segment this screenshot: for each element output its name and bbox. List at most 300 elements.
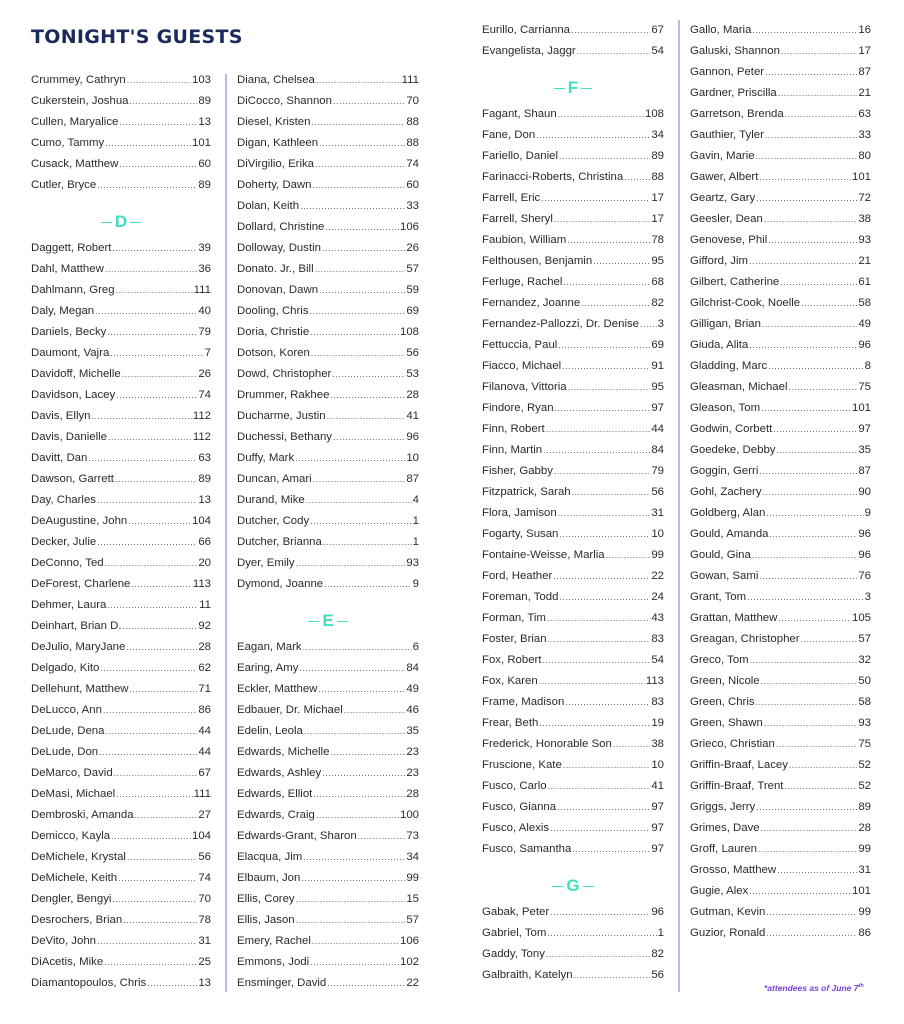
footnote-suffix: th — [858, 983, 864, 990]
page-number: 6 — [412, 641, 419, 653]
guest-name: Emery, Rachel — [237, 935, 311, 947]
guest-name: Dengler, Bengyi — [31, 893, 112, 905]
dot-leader — [765, 125, 857, 146]
guest-name: Farrell, Sheryl — [482, 213, 553, 225]
guest-name: Deinhart, Brian D. — [31, 620, 122, 632]
guest-entry — [482, 293, 664, 314]
guest-name: Edwards, Ashley — [237, 767, 322, 779]
dot-leader — [316, 70, 401, 91]
guest-entry — [31, 742, 211, 763]
page-number: 96 — [858, 339, 871, 351]
page-number: 28 — [406, 788, 419, 800]
guest-name: Davis, Ellyn — [31, 410, 91, 422]
guest-entry — [31, 931, 211, 952]
page-number: 1 — [657, 927, 664, 939]
page-number: 92 — [198, 620, 211, 632]
page-number: 91 — [651, 360, 664, 372]
dot-leader — [559, 524, 650, 545]
guest-entry — [482, 629, 664, 650]
dot-leader — [768, 230, 857, 251]
page-number: 63 — [858, 108, 871, 120]
guest-name: Cukerstein, Joshua — [31, 95, 129, 107]
guest-entry — [690, 377, 871, 398]
guest-name: Edelin, Leola — [237, 725, 303, 737]
guest-entry — [690, 62, 871, 83]
page-number: 108 — [644, 108, 664, 120]
guest-entry — [31, 679, 211, 700]
page-number: 78 — [651, 234, 664, 246]
footnote — [764, 983, 864, 993]
page-number: 84 — [406, 662, 419, 674]
dot-leader — [301, 868, 405, 889]
page-number: 28 — [406, 389, 419, 401]
page-number: 106 — [399, 935, 419, 947]
guest-entry — [690, 398, 871, 419]
page-number: 96 — [651, 906, 664, 918]
letter-header-f — [482, 76, 664, 100]
dot-leader — [315, 259, 406, 280]
guest-name: Diana, Chelsea — [237, 74, 315, 86]
page-number: 100 — [399, 809, 419, 821]
guest-name: Gilbert, Catherine — [690, 276, 780, 288]
dot-leader — [543, 650, 651, 671]
dot-leader — [550, 818, 650, 839]
page-number: 1 — [412, 536, 419, 548]
guest-entry — [690, 587, 871, 608]
guest-name: Dahlmann, Greg — [31, 284, 115, 296]
page-number: 89 — [651, 150, 664, 162]
page-number: 69 — [651, 339, 664, 351]
guest-entry — [31, 721, 211, 742]
guest-name: Fusco, Gianna — [482, 801, 557, 813]
page-number: 41 — [651, 780, 664, 792]
guest-name: DiVirgilio, Erika — [237, 158, 315, 170]
page-number: 61 — [858, 276, 871, 288]
page-number: 96 — [406, 431, 419, 443]
dot-leader — [313, 784, 405, 805]
dot-leader — [624, 167, 650, 188]
guest-entry — [237, 826, 419, 847]
page-number: 17 — [651, 213, 664, 225]
page-number: 93 — [858, 234, 871, 246]
guest-name: Elacqua, Jim — [237, 851, 303, 863]
guest-entry — [690, 860, 871, 881]
guest-list — [482, 104, 664, 860]
page-number: 39 — [198, 242, 211, 254]
guest-entry — [237, 238, 419, 259]
guest-entry — [237, 175, 419, 196]
guest-entry — [690, 734, 871, 755]
page-number: 49 — [406, 683, 419, 695]
page-number: 31 — [858, 864, 871, 876]
guest-name: Dolloway, Dustin — [237, 242, 321, 254]
guest-entry — [31, 847, 211, 868]
page-number: 62 — [198, 662, 211, 674]
guest-name: Edwards, Elliot — [237, 788, 313, 800]
page-number: 13 — [198, 977, 211, 989]
dot-leader — [97, 931, 197, 952]
guest-entry — [31, 658, 211, 679]
footnote-text: *attendees as of June 7 — [764, 983, 859, 993]
guest-list — [482, 20, 664, 62]
page-number: 58 — [858, 297, 871, 309]
guest-name: Crummey, Cathryn — [31, 74, 126, 86]
dot-leader — [548, 776, 651, 797]
guest-list — [482, 902, 664, 986]
guest-name: Filanova, Vittoria — [482, 381, 567, 393]
guest-name: Cusack, Matthew — [31, 158, 119, 170]
dot-leader — [310, 511, 411, 532]
guest-entry — [690, 545, 871, 566]
page-number: 112 — [192, 431, 211, 443]
letter-header-e — [237, 609, 419, 633]
dot-leader — [105, 721, 197, 742]
page-number: 57 — [858, 633, 871, 645]
page-number: 87 — [858, 66, 871, 78]
page-number: 101 — [851, 402, 871, 414]
dot-leader — [558, 104, 644, 125]
page-number: 73 — [406, 830, 419, 842]
guest-name: Forman, Tim — [482, 612, 546, 624]
guest-entry — [690, 482, 871, 503]
page-number: 70 — [198, 893, 211, 905]
page-number: 93 — [858, 717, 871, 729]
page-number: 4 — [412, 494, 419, 506]
guest-name: Griffin-Braaf, Trent — [690, 780, 784, 792]
page-number: 67 — [198, 767, 211, 779]
dot-leader — [765, 62, 857, 83]
dot-leader — [558, 503, 651, 524]
guest-name: Guzior, Ronald — [690, 927, 766, 939]
guest-entry — [482, 272, 664, 293]
guest-name: Gladding, Marc — [690, 360, 768, 372]
letter-rule — [583, 886, 594, 887]
guest-list — [690, 20, 871, 944]
dot-leader — [344, 700, 406, 721]
guest-name: Durand, Mike — [237, 494, 305, 506]
guest-name: Fariello, Daniel — [482, 150, 558, 162]
page-number: 89 — [858, 801, 871, 813]
guest-entry — [237, 742, 419, 763]
guest-name: Ferluge, Rachel — [482, 276, 563, 288]
page-number: 33 — [858, 129, 871, 141]
guest-name: DeConno, Ted — [31, 557, 104, 569]
guest-entry — [482, 734, 664, 755]
guest-name: Godwin, Corbett — [690, 423, 773, 435]
dot-leader — [115, 469, 197, 490]
guest-name: Fernandez-Pallozzi, Dr. Denise — [482, 318, 640, 330]
guest-entry — [237, 406, 419, 427]
dot-leader — [539, 713, 650, 734]
dot-leader — [763, 482, 858, 503]
dot-leader — [119, 154, 197, 175]
guest-entry — [31, 238, 211, 259]
dot-leader — [546, 944, 650, 965]
page-number: 40 — [198, 305, 211, 317]
dot-leader — [116, 784, 192, 805]
guest-entry — [237, 553, 419, 574]
page-number: 3 — [864, 591, 871, 603]
guest-name: Genovese, Phil — [690, 234, 768, 246]
guest-entry — [31, 511, 211, 532]
dot-leader — [749, 335, 857, 356]
page-number: 97 — [651, 801, 664, 813]
guest-entry — [237, 196, 419, 217]
guest-name: Decker, Julie — [31, 536, 97, 548]
page-number: 28 — [858, 822, 871, 834]
guest-entry — [237, 868, 419, 889]
guest-entry — [237, 952, 419, 973]
guest-name: Diesel, Kristen — [237, 116, 311, 128]
page-number: 101 — [191, 137, 211, 149]
guest-name: Gould, Amanda — [690, 528, 769, 540]
guest-name: DiCocco, Shannon — [237, 95, 332, 107]
guest-entry — [482, 398, 664, 419]
guest-name: Gowan, Sami — [690, 570, 759, 582]
dot-leader — [756, 188, 857, 209]
dot-leader — [581, 293, 650, 314]
guest-name: Diamantopoulos, Chris — [31, 977, 147, 989]
guest-entry — [690, 629, 871, 650]
guest-entry — [482, 713, 664, 734]
guest-entry — [690, 293, 871, 314]
page-number: 41 — [406, 410, 419, 422]
dot-leader — [330, 385, 405, 406]
letter-rule — [130, 222, 141, 223]
guest-name: Gabriel, Tom — [482, 927, 547, 939]
page-number: 97 — [651, 843, 664, 855]
dot-leader — [761, 671, 858, 692]
letter-header-d — [31, 210, 211, 234]
guest-entry — [237, 973, 419, 994]
page-number: 105 — [851, 612, 871, 624]
guest-name: Delgado, Kito — [31, 662, 100, 674]
guest-entry — [482, 146, 664, 167]
guest-name: Demicco, Kayla — [31, 830, 111, 842]
guest-name: Goedeke, Debby — [690, 444, 776, 456]
guest-name: Davidoff, Michelle — [31, 368, 121, 380]
dot-leader — [122, 364, 198, 385]
guest-entry — [31, 133, 211, 154]
guest-name: Frederick, Honorable Son — [482, 738, 612, 750]
guest-name: Elbaum, Jon — [237, 872, 301, 884]
guest-entry — [237, 658, 419, 679]
guest-entry — [690, 146, 871, 167]
dot-leader — [553, 566, 650, 587]
guest-entry — [31, 637, 211, 658]
guest-name: Gannon, Peter — [690, 66, 765, 78]
guest-name: Findore, Ryan — [482, 402, 554, 414]
guest-name: Dawson, Garrett — [31, 473, 114, 485]
guest-name: Emmons, Jodi — [237, 956, 310, 968]
guest-entry — [482, 692, 664, 713]
dot-leader — [559, 146, 650, 167]
dot-leader — [295, 448, 405, 469]
guest-entry — [690, 671, 871, 692]
dot-leader — [306, 490, 412, 511]
page-number: 75 — [858, 738, 871, 750]
page-number: 10 — [406, 452, 419, 464]
guest-entry — [237, 490, 419, 511]
dot-leader — [147, 973, 197, 994]
dot-leader — [764, 713, 858, 734]
guest-entry — [482, 587, 664, 608]
dot-leader — [88, 448, 197, 469]
guest-name: Frear, Beth — [482, 717, 539, 729]
page-number: 99 — [858, 906, 871, 918]
page-number: 88 — [651, 171, 664, 183]
dot-leader — [562, 356, 650, 377]
page-number: 111 — [401, 74, 419, 86]
guest-entry — [482, 545, 664, 566]
page-number: 26 — [198, 368, 211, 380]
dot-leader — [759, 461, 857, 482]
guest-name: Earing, Amy — [237, 662, 299, 674]
page-number: 36 — [198, 263, 211, 275]
page-number: 52 — [858, 780, 871, 792]
letter-text: E — [322, 611, 334, 630]
dot-leader — [759, 566, 857, 587]
guest-name: Garretson, Brenda — [690, 108, 784, 120]
dot-leader — [127, 847, 197, 868]
dot-leader — [118, 868, 197, 889]
guest-name: DeLucco, Ann — [31, 704, 102, 716]
guest-name: Fusco, Samantha — [482, 843, 572, 855]
guest-entry — [237, 847, 419, 868]
guest-entry — [482, 608, 664, 629]
page-number: 3 — [657, 318, 664, 330]
guest-entry — [237, 679, 419, 700]
dot-leader — [105, 259, 198, 280]
dot-leader — [103, 700, 197, 721]
dot-leader — [563, 272, 650, 293]
guest-name: Goggin, Gerri — [690, 465, 759, 477]
dot-leader — [312, 931, 399, 952]
guest-entry — [482, 482, 664, 503]
letter-text: G — [566, 876, 580, 895]
dot-leader — [752, 20, 857, 41]
page-number: 104 — [191, 830, 211, 842]
letter-text: F — [567, 78, 579, 97]
guest-entry — [690, 650, 871, 671]
page-number: 86 — [858, 927, 871, 939]
page-number: 111 — [193, 284, 211, 296]
guest-entry — [482, 41, 664, 62]
dot-leader — [319, 133, 405, 154]
dot-leader — [310, 952, 399, 973]
guest-entry — [482, 566, 664, 587]
dot-leader — [749, 251, 857, 272]
dot-leader — [758, 839, 857, 860]
dot-leader — [108, 427, 192, 448]
dot-leader — [116, 385, 197, 406]
guest-name: Dooling, Chris — [237, 305, 309, 317]
guest-entry — [237, 532, 419, 553]
dot-leader — [114, 763, 198, 784]
guest-name: Dymond, Joanne — [237, 578, 324, 590]
guest-entry — [482, 335, 664, 356]
guest-entry — [31, 322, 211, 343]
guest-entry — [482, 461, 664, 482]
page-number: 101 — [851, 171, 871, 183]
guest-entry — [31, 154, 211, 175]
guest-name: Cumo, Tammy — [31, 137, 105, 149]
guest-name: Fagant, Shaun — [482, 108, 557, 120]
dot-leader — [330, 742, 405, 763]
guest-name: Galuski, Shannon — [690, 45, 780, 57]
guest-name: Edwards-Grant, Sharon — [237, 830, 357, 842]
dot-leader — [123, 910, 197, 931]
guest-entry — [31, 595, 211, 616]
page-number: 20 — [198, 557, 211, 569]
guest-name: Fusco, Carlo — [482, 780, 547, 792]
guest-entry — [237, 763, 419, 784]
page-number: 21 — [858, 255, 871, 267]
page-number: 67 — [651, 24, 664, 36]
page-number: 26 — [406, 242, 419, 254]
page-number: 23 — [406, 746, 419, 758]
dot-leader — [105, 133, 191, 154]
guest-entry — [237, 280, 419, 301]
guest-entry — [690, 251, 871, 272]
dot-leader — [105, 553, 198, 574]
guest-name: Fiacco, Michael — [482, 360, 562, 372]
dot-leader — [128, 511, 191, 532]
dot-leader — [322, 238, 405, 259]
dot-leader — [358, 826, 406, 847]
guest-name: Foster, Brian — [482, 633, 547, 645]
page-number: 54 — [651, 45, 664, 57]
guest-name: Griggs, Jerry — [690, 801, 756, 813]
guest-name: Faubion, William — [482, 234, 567, 246]
guest-name: Fisher, Gabby — [482, 465, 553, 477]
guest-name: Ford, Heather — [482, 570, 553, 582]
page-number: 108 — [399, 326, 419, 338]
guest-name: Gilchrist-Cook, Noelle — [690, 297, 801, 309]
guest-entry — [31, 469, 211, 490]
page-number: 21 — [858, 87, 871, 99]
guest-entry — [482, 503, 664, 524]
guest-name: Fontaine-Weisse, Marlia — [482, 549, 605, 561]
dot-leader — [554, 461, 650, 482]
dot-leader — [126, 637, 197, 658]
guest-entry — [31, 112, 211, 133]
dot-leader — [546, 419, 651, 440]
dot-leader — [311, 112, 405, 133]
guest-name: DeLude, Don — [31, 746, 99, 758]
dot-leader — [95, 301, 197, 322]
page-number: 38 — [651, 738, 664, 750]
page-number: 88 — [406, 137, 419, 149]
page-number: 60 — [406, 179, 419, 191]
dot-leader — [123, 616, 198, 637]
guest-name: Gould, Gina — [690, 549, 751, 561]
guest-list — [237, 637, 419, 994]
guest-entry — [690, 461, 871, 482]
guest-name: DeForest, Charlene — [31, 578, 131, 590]
guest-entry — [690, 125, 871, 146]
dot-leader — [324, 574, 412, 595]
page-number: 24 — [651, 591, 664, 603]
guest-entry — [237, 931, 419, 952]
dot-leader — [299, 658, 405, 679]
dot-leader — [112, 238, 197, 259]
page-number: 96 — [858, 549, 871, 561]
guest-entry — [482, 839, 664, 860]
page-number: 69 — [406, 305, 419, 317]
guest-list — [31, 70, 211, 196]
guest-name: Davis, Danielle — [31, 431, 107, 443]
